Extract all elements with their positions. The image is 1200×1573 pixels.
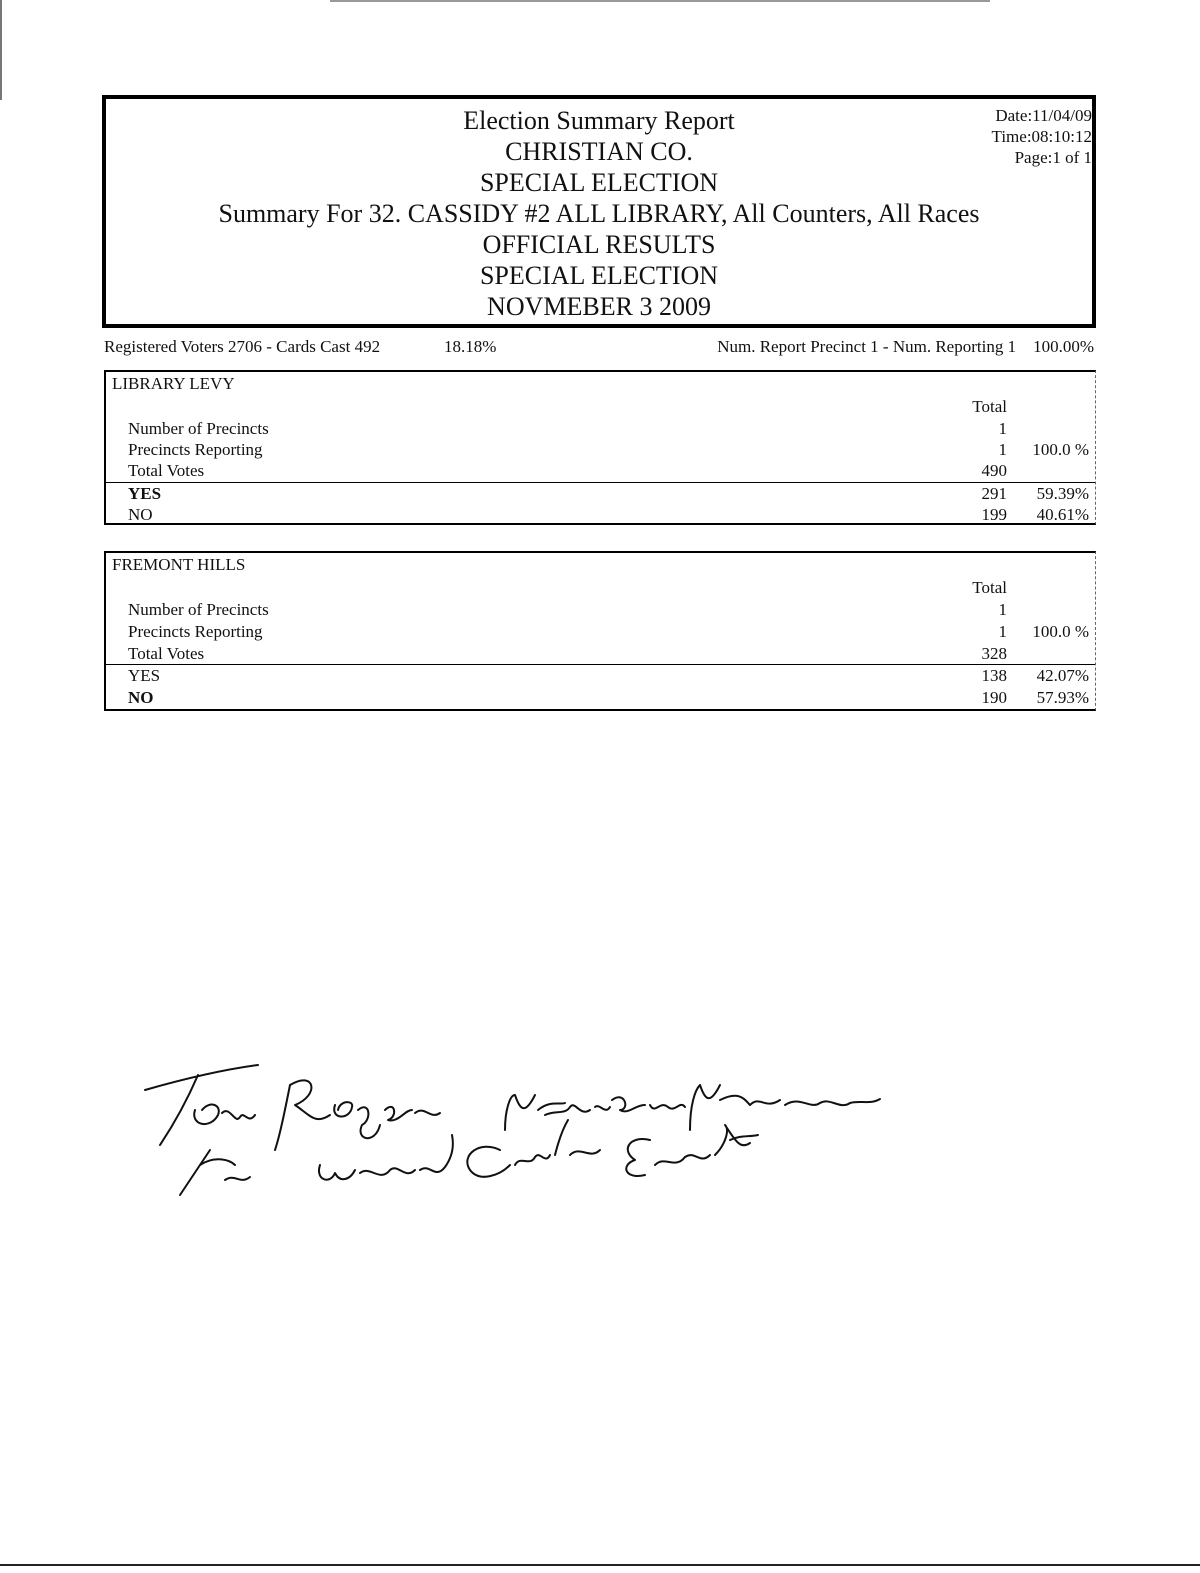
reporting-percent: 100.00% — [1033, 337, 1094, 356]
row-percent: 40.61% — [1036, 505, 1089, 524]
row-value: 1 — [998, 622, 1007, 641]
table-row — [106, 688, 1095, 709]
signatures-image — [140, 1055, 900, 1215]
table-row — [106, 484, 1095, 505]
row-percent: 57.93% — [1036, 688, 1089, 707]
table-row — [106, 419, 1095, 440]
row-label: Precincts Reporting — [128, 622, 263, 641]
reporting-summary — [717, 337, 1094, 357]
row-label: YES — [128, 484, 162, 503]
row-label: Precincts Reporting — [128, 440, 263, 459]
total-header: Total — [972, 397, 1007, 416]
election-name: SPECIAL ELECTION — [479, 168, 719, 197]
table-row — [106, 666, 1095, 687]
turnout-percent: 18.18% — [444, 337, 497, 356]
table-row — [106, 440, 1095, 461]
scan-edge-top — [330, 0, 990, 2]
election-name-2: SPECIAL ELECTION — [479, 261, 719, 290]
row-percent: 100.0 % — [1032, 440, 1089, 459]
row-label: Total Votes — [128, 461, 205, 480]
row-value: 1 — [998, 600, 1007, 619]
header-meta — [992, 105, 1092, 168]
row-value: 199 — [981, 505, 1007, 524]
row-value: 328 — [981, 644, 1007, 663]
row-value: 1 — [998, 419, 1007, 438]
table-row — [106, 505, 1095, 526]
race-fremont-hills — [104, 551, 1096, 711]
results-status: OFFICIAL RESULTS — [482, 230, 716, 259]
scan-edge-left — [0, 0, 2, 100]
row-label: Total Votes — [128, 644, 205, 663]
row-value: 190 — [981, 688, 1007, 707]
row-value: 1 — [998, 440, 1007, 459]
row-label: YES — [128, 666, 161, 685]
election-date-line: NOVMEBER 3 2009 — [487, 292, 711, 321]
row-value: 291 — [981, 484, 1007, 503]
registered-voters: Registered Voters 2706 - Cards Cast 492 — [104, 337, 381, 356]
scan-edge-bottom — [0, 1564, 1200, 1566]
row-label: Number of Precincts — [128, 419, 269, 438]
county-name: CHRISTIAN CO. — [505, 137, 693, 166]
page-number: Page:1 of 1 — [1014, 148, 1092, 167]
row-divider — [106, 482, 1095, 483]
table-row — [106, 622, 1095, 643]
race-title: LIBRARY LEVY — [112, 374, 235, 393]
row-percent: 42.07% — [1036, 666, 1089, 685]
header-title-block — [106, 105, 1092, 322]
report-header — [102, 95, 1096, 328]
report-title: Election Summary Report — [463, 106, 735, 135]
race-title: FREMONT HILLS — [112, 555, 246, 574]
row-value: 490 — [981, 461, 1007, 480]
reporting-text: Num. Report Precinct 1 - Num. Reporting 1 — [717, 337, 1017, 356]
summary-line: Summary For 32. CASSIDY #2 ALL LIBRARY, All Counters, All Races — [218, 199, 980, 228]
row-label: NO — [128, 688, 154, 707]
table-row — [106, 600, 1095, 621]
row-divider — [106, 664, 1095, 665]
report-time: Time:08:10:12 — [991, 127, 1092, 146]
total-header: Total — [972, 578, 1007, 597]
row-percent: 100.0 % — [1032, 622, 1089, 641]
report-date: Date:11/04/09 — [995, 106, 1092, 125]
table-row — [106, 461, 1095, 482]
race-library-levy — [104, 370, 1096, 525]
row-percent: 59.39% — [1036, 484, 1089, 503]
row-label: Number of Precincts — [128, 600, 269, 619]
row-label: NO — [128, 505, 153, 524]
row-value: 138 — [981, 666, 1007, 685]
table-row — [106, 644, 1095, 665]
